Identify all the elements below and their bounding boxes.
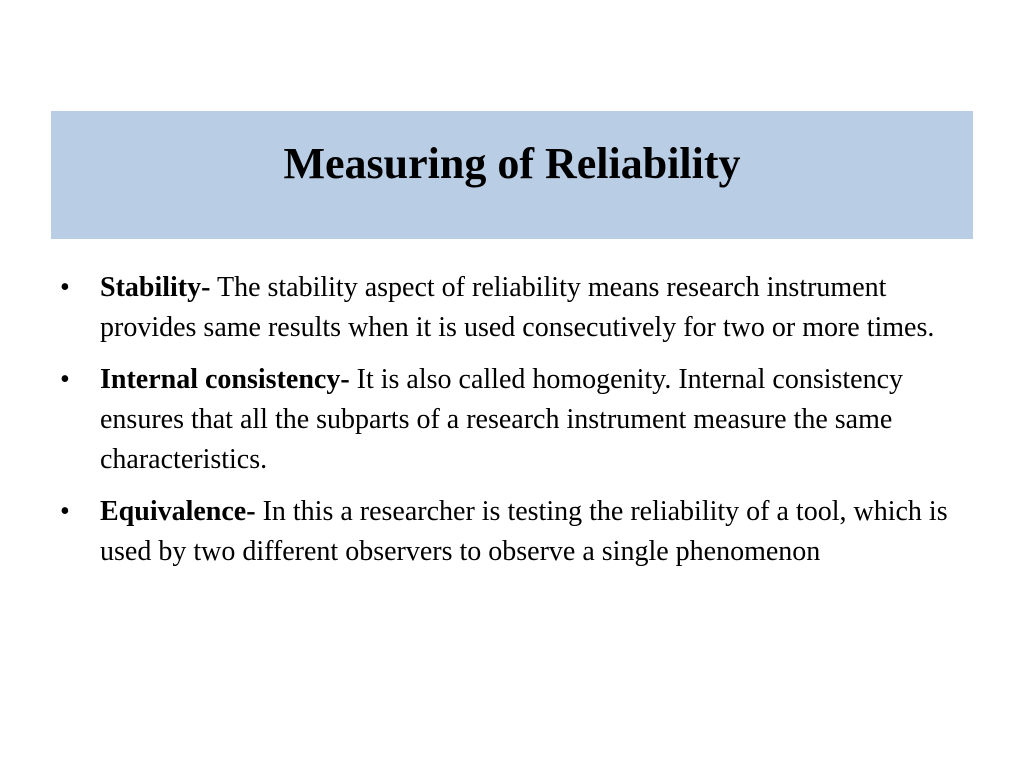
bullet-item-internal-consistency	[56, 360, 976, 480]
bullet-item-stability	[56, 268, 976, 348]
bullet-dot-icon: •	[60, 272, 70, 303]
bullet-dot-icon: •	[60, 496, 70, 527]
bullet-description: It is also called homogenity. Internal consistency ensures that all the subparts of a research instrument measure the same characteristics.	[100, 364, 904, 475]
bullet-description: The stability aspect of reliability means research instrument provides same results when it is used consecutively for two or more times.	[100, 272, 935, 343]
bullet-dot-icon: •	[60, 364, 70, 395]
title-banner	[51, 111, 973, 239]
bullet-description: In this a researcher is testing the reliability of a tool, which is used by two different observers to observe a single phenomenon	[100, 496, 948, 567]
bullet-term: Equivalence-	[100, 496, 256, 527]
bullet-term: Internal consistency-	[100, 364, 350, 395]
bullet-item-equivalence	[56, 492, 976, 572]
bullet-list	[56, 268, 976, 584]
slide-title: Measuring of Reliability	[283, 139, 741, 189]
bullet-term: Stability-	[100, 272, 211, 303]
